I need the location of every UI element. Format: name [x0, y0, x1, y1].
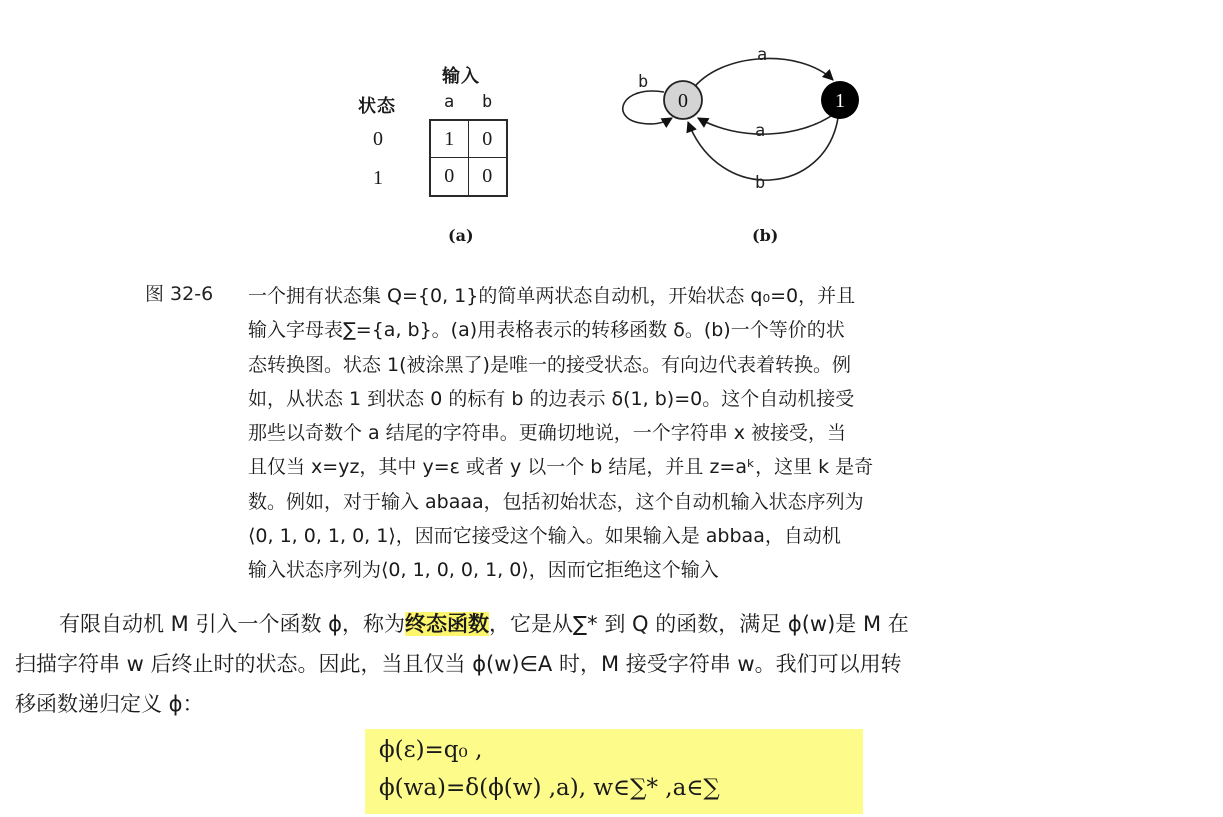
- transition-table: [429, 119, 508, 197]
- caption-line: 态转换图。状态 1(被涂黑了)是唯一的接受状态。有向边代表着转换。例: [248, 353, 851, 376]
- edge-label-a-bottom: a: [755, 121, 766, 141]
- highlighted-formula: [365, 729, 863, 814]
- table-state-header: 状态: [358, 96, 396, 117]
- body-text: 有限自动机 M 引入一个函数 ϕ，称为: [59, 612, 405, 636]
- table-row-0: 0: [373, 128, 383, 150]
- formula-base-case: ϕ(ε)=q₀ ,: [379, 737, 483, 763]
- caption-line: 一个拥有状态集 Q={0, 1}的简单两状态自动机，开始状态 q₀=0，并且: [248, 285, 856, 307]
- caption-line: 输入状态序列为⟨0, 1, 0, 0, 1, 0⟩，因而它拒绝这个输入: [248, 559, 719, 582]
- edge-label-b-loop: b: [638, 72, 649, 92]
- caption-line: 且仅当 x=yz，其中 y=ε 或者 y 以一个 b 结尾，并且 z=aᵏ，这里 k 是奇: [248, 456, 874, 479]
- edge-label-b-bottom: b: [755, 173, 766, 193]
- body-text: ，它是从∑* 到 Q 的函数，满足 ϕ(w)是 M 在: [489, 612, 909, 636]
- figure-a-caption: (a): [448, 226, 474, 245]
- caption-line: 如，从状态 1 到状态 0 的标有 b 的边表示 δ(1, b)=0。这个自动机接受: [248, 387, 855, 410]
- highlighted-term: 终态函数: [405, 612, 489, 636]
- table-input-header: 输入: [442, 66, 480, 87]
- figure-caption-text: [248, 279, 1083, 588]
- table-cell: 0: [482, 165, 493, 187]
- state-0-label: 0: [678, 90, 688, 112]
- body-line-2: 扫描字符串 w 后终止时的状态。因此，当且仅当 ϕ(w)∈A 时，M 接受字符串 w。我们可以用转: [15, 652, 902, 676]
- edge-1-0-a: [698, 114, 834, 134]
- table-column-b: b: [482, 92, 493, 112]
- state-diagram: [600, 30, 900, 220]
- edge-label-a-top: a: [757, 45, 768, 65]
- table-cell: 0: [431, 158, 469, 195]
- caption-line: 输入字母表∑={a, b}。(a)用表格表示的转移函数 δ。(b)一个等价的状: [248, 319, 845, 342]
- body-paragraph: [15, 604, 1215, 724]
- table-column-a: a: [444, 92, 455, 112]
- table-cell: 1: [431, 121, 469, 158]
- caption-line: 数。例如，对于输入 abaaa，包括初始状态，这个自动机输入状态序列为: [248, 490, 864, 513]
- formula-recursive-case: ϕ(wa)=δ(ϕ(w) ,a), w∈∑* ,a∈∑: [379, 775, 720, 801]
- figure-number: 图 32-6: [145, 283, 214, 305]
- table-row-1: 1: [373, 167, 383, 189]
- figure-b-caption: (b): [752, 226, 779, 245]
- state-1-label: 1: [835, 90, 845, 112]
- body-line-1: [15, 604, 1215, 644]
- caption-line: 那些以奇数个 a 结尾的字符串。更确切地说，一个字符串 x 被接受，当: [248, 422, 847, 445]
- table-cell: 0: [469, 121, 507, 158]
- caption-line: ⟨0, 1, 0, 1, 0, 1⟩，因而它接受这个输入。如果输入是 abbaa，自动机: [248, 525, 841, 548]
- body-line-3: 移函数递归定义 ϕ：: [15, 692, 204, 716]
